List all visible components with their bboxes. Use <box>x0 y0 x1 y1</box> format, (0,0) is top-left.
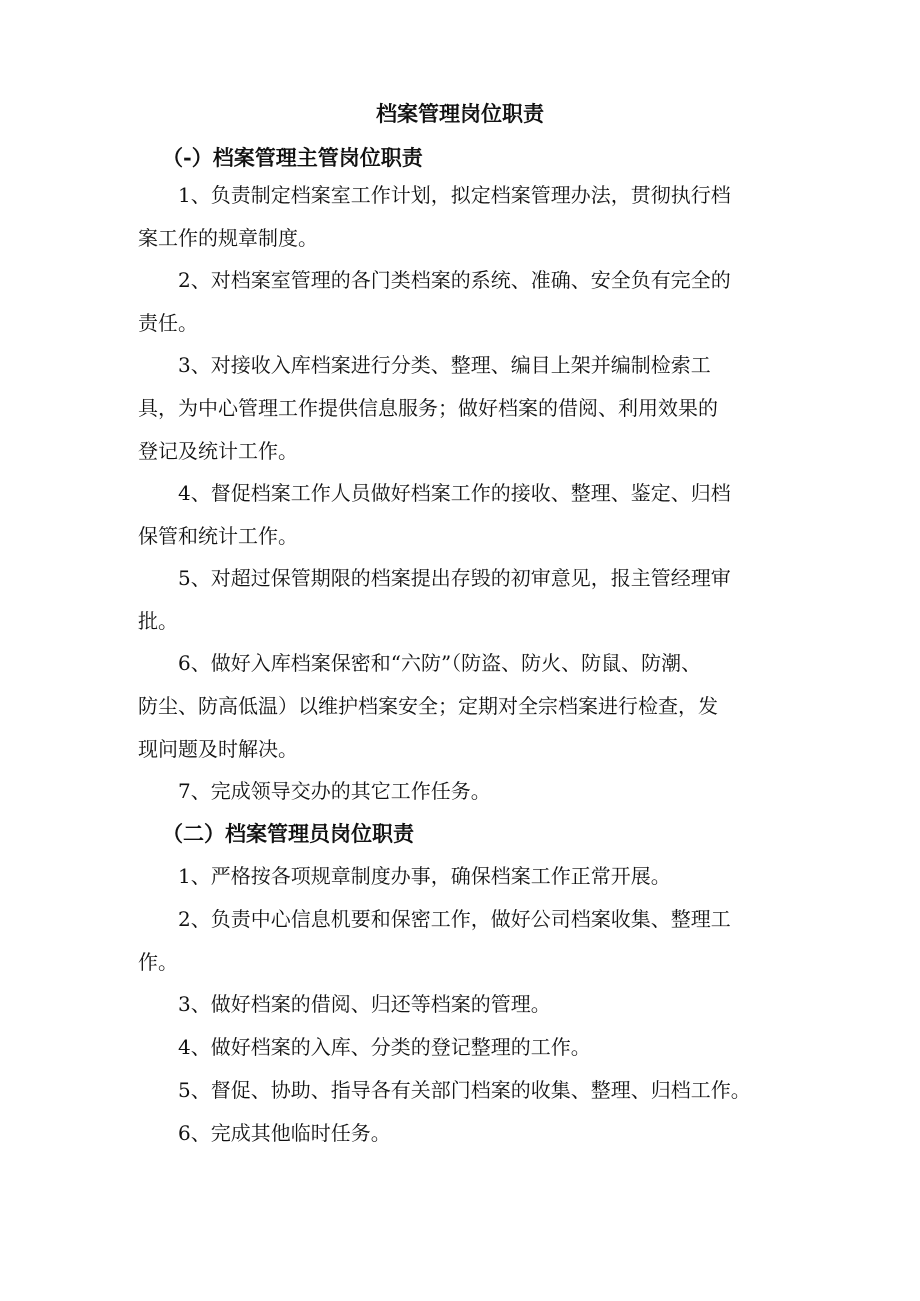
duty-item <box>138 855 790 898</box>
duty-item <box>138 1069 818 1112</box>
duty-line: 具，为中心管理工作提供信息服务；做好档案的借阅、利用效果的 <box>138 396 718 420</box>
duty-item <box>138 472 790 558</box>
duty-item <box>138 770 790 813</box>
duty-line: 6、完成其他临时任务。 <box>178 1121 391 1145</box>
duty-line: 2、对档案室管理的各门类档案的系统、准确、安全负有完全的 <box>178 268 731 292</box>
duty-line: 责任。 <box>138 311 198 335</box>
duty-item <box>138 898 790 984</box>
duty-line: 1、负责制定档案室工作计划，拟定档案管理办法，贯彻执行档 <box>178 183 731 207</box>
duty-line: 6、做好入库档案保密和“六防”（防盗、防火、防鼠、防潮、 <box>178 651 702 675</box>
duty-item <box>138 983 790 1026</box>
section-heading-clerk: （二）档案管理员岗位职责 <box>162 821 414 846</box>
duty-item <box>138 1026 790 1069</box>
duty-line: 案工作的规章制度。 <box>138 226 318 250</box>
duty-line: 3、做好档案的借阅、归还等档案的管理。 <box>178 992 551 1016</box>
duty-line: 4、做好档案的入库、分类的登记整理的工作。 <box>178 1035 591 1059</box>
duty-line: 1、严格按各项规章制度办事，确保档案工作正常开展。 <box>178 864 671 888</box>
duty-line: 作。 <box>138 950 178 974</box>
duty-line: 5、对超过保管期限的档案提出存毁的初审意见，报主管经理审 <box>178 566 731 590</box>
duty-item <box>138 1112 790 1155</box>
duty-item <box>138 174 790 260</box>
duty-item <box>138 259 790 345</box>
duty-line: 4、督促档案工作人员做好档案工作的接收、整理、鉴定、归档 <box>178 481 731 505</box>
duty-item <box>138 557 790 643</box>
document-title: 档案管理岗位职责 <box>376 101 544 126</box>
section-heading-supervisor: （-）档案管理主管岗位职责 <box>162 145 423 170</box>
duty-line: 5、督促、协助、指导各有关部门档案的收集、整理、归档工作。 <box>178 1078 751 1102</box>
duty-line: 7、完成领导交办的其它工作任务。 <box>178 779 491 803</box>
duty-line: 防尘、防高低温）以维护档案安全；定期对全宗档案进行检查，发 <box>138 694 718 718</box>
duty-line: 2、负责中心信息机要和保密工作，做好公司档案收集、整理工 <box>178 907 731 931</box>
duty-line: 批。 <box>138 609 178 633</box>
duty-item <box>138 642 790 771</box>
duty-line: 3、对接收入库档案进行分类、整理、编目上架并编制检索工 <box>178 353 711 377</box>
duty-line: 登记及统计工作。 <box>138 439 298 463</box>
duty-item <box>138 344 790 473</box>
duty-line: 保管和统计工作。 <box>138 524 298 548</box>
duty-line: 现问题及时解决。 <box>138 737 298 761</box>
